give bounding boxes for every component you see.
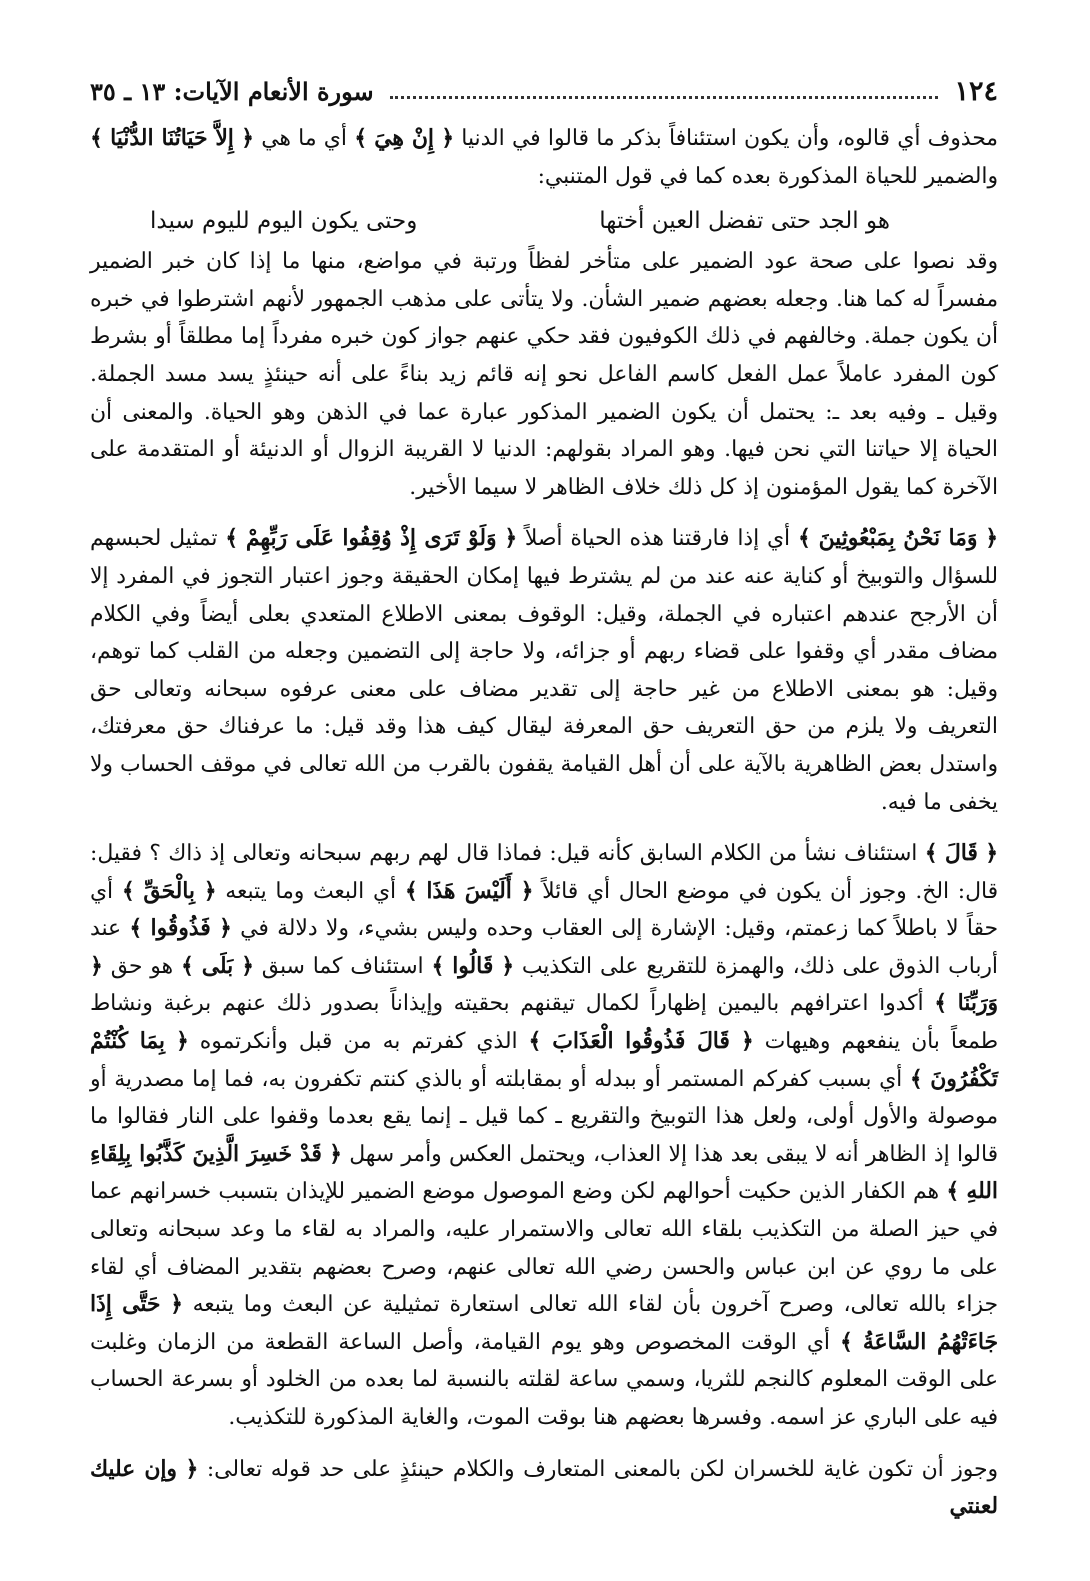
quran-quote: قَالُوا (452, 953, 494, 979)
bracket-close: ﴾ (121, 878, 135, 904)
verse-first-hemistich: هو الجد حتى تفضل العين أختها (599, 208, 890, 235)
quran-quote: بِمَا كُنْتُمْ تَكْفُرُونَ (90, 1029, 998, 1092)
bracket-open: ﴿ (740, 1029, 754, 1055)
bracket-close: ﴾ (946, 1179, 960, 1205)
bracket-open: ﴿ (241, 126, 254, 151)
bracket-close: ﴾ (909, 1066, 923, 1092)
quran-quote: قَالَ فَذُوقُوا الْعَذَابَ (552, 1029, 730, 1055)
body-text: أي الوقت المخصوص وهو يوم القيامة، وأصل الساعة القطعة من الزمان وغلبت على الوقت المعلوم كالنجم للثريا، وسمي ساعة لقلته بالنسبة لما بعده من الخلود أو بسرعة الحساب فيه على الباري عز اسمه. وفسرها بعضهم هنا بوقت الموت، والغاية المذكورة للتكذيب. (90, 1329, 998, 1430)
quran-quote: وَمَا نَحْنُ بِمَبْعُوثِينَ (818, 526, 978, 552)
verse-second-hemistich: وحتى يكون اليوم لليوم سيدا (150, 208, 418, 235)
body-text: محذوف أي قالوه، وأن يكون استئنافاً بذكر ما قالوا في الدنيا (454, 126, 998, 151)
paragraph: وقد نصوا على صحة عود الضمير على متأخر لفظاً ورتبة في مواضع، منها ما إذا كان خبر الضمير مفسراً له كما هنا. وجعله بعضهم ضمير الشأن. ولا يتأتى على مذهب الجمهور لأنهم اشترطوا في خبره أن يكون جملة. وخالفهم في ذلك الكوفيون فقد حكي عنهم جواز كون خبره مفرداً إما مطلقاً أو بشرط كون المفرد عاملاً عمل الفعل كاسم الفاعل نحو إنه قائم زيد بناءً على أنه حينئذٍ يسد مسد الجملة. وقيل ـ وفيه بعد ـ: يحتمل أن يكون الضمير المذكور عبارة عما في الذهن وهو الحياة. والمعنى أن الحياة إلا حياتنا التي نحن فيها. وهو المراد بقولهم: الدنيا لا القريبة الزوال أو الدنيئة أو المتقدمة على الآخرة كما يقول المؤمنون إذ كل ذلك خلاف الظاهر لا سيما الأخير. (90, 249, 998, 500)
bracket-open: ﴿ (176, 1029, 189, 1055)
quran-quote: أَلَيْسَ هَذَا (426, 878, 512, 904)
bracket-close: ﴾ (129, 916, 143, 942)
bracket-close: ﴾ (404, 878, 418, 904)
bracket-open: ﴿ (985, 841, 998, 867)
paragraph (90, 835, 998, 1437)
bracket-open: ﴿ (185, 1456, 199, 1482)
bracket-close: ﴾ (528, 1029, 542, 1055)
page-body (90, 120, 998, 1526)
quran-quote: قَدْ خَسِرَ الَّذِينَ كَذَّبُوا بِلِقَاءِ اللهِ (90, 1141, 998, 1205)
bracket-close: ﴾ (797, 526, 811, 552)
body-text: استئناف نشأ من الكلام السابق كأنه قيل: فماذا قال لهم ربهم سبحانه وتعالى إذ ذاك ؟ فقيل: قال: الخ. وجوز أن يكون في موضع الحال أي قائلاً (90, 841, 999, 904)
bracket-open: ﴿ (219, 916, 232, 942)
body-text: أي ما هي (253, 126, 355, 151)
body-text: أي البعث وما يتبعه (216, 878, 405, 904)
bracket-close: ﴾ (180, 953, 194, 979)
body-text: وجوز أن تكون غاية للخسران لكن بالمعنى المتعارف والكلام حينئذٍ على حد قوله تعالى: (198, 1456, 998, 1482)
page-header (90, 70, 998, 112)
body-text: أي إذا فارقتنا هذه الحياة أصلاً (517, 526, 798, 552)
bracket-close: ﴾ (840, 1329, 853, 1355)
quran-quote: بِالْحَقِّ (143, 878, 195, 904)
body-text: عند أرباب الذوق على ذلك، والهمزة للتقريع على التكذيب (90, 916, 998, 979)
body-text: أي حقاً لا باطلاً كما زعمتم، وقيل: الإشارة إلى العقاب وحده وليس بشيء، ولا دلالة في (90, 878, 998, 942)
bracket-open: ﴿ (985, 526, 998, 552)
quran-quote: فَذُوقُوا (150, 916, 211, 942)
page-number: ١٢٤ (954, 75, 998, 107)
paragraph (90, 520, 998, 821)
bracket-open: ﴿ (520, 878, 534, 904)
body-text: أي بسبب كفركم المستمر أو ببدله أو بمقابلته أو بالذي كنتم تكفرون به، فما إما مصدرية أو موصولة والأول أولى، ولعل هذا التوبيخ والتقريع ـ كما قيل ـ إنما يقع بعدما وقفوا على النار فقالوا ما قالوا إذ الظاهر أنه لا يبقى بعد هذا إلا العذاب، ويحتمل العكس وأمر سهل (90, 1066, 999, 1167)
quran-quote: إِنْ هِيَ (374, 126, 434, 151)
bracket-open: ﴿ (329, 1141, 342, 1167)
bracket-close: ﴾ (431, 953, 445, 979)
bracket-open: ﴿ (170, 1292, 183, 1318)
quran-quote: قَالَ (944, 841, 978, 867)
quran-quote: وَرَبِّنَا (957, 991, 998, 1017)
bracket-close: ﴾ (924, 841, 938, 867)
header-dotted-leader (390, 96, 939, 99)
quran-quote: بَلَى (201, 953, 234, 979)
bracket-close: ﴾ (225, 526, 239, 552)
bracket-close: ﴾ (934, 991, 947, 1017)
poetry-verse (90, 201, 998, 241)
bracket-open: ﴿ (441, 126, 455, 151)
paragraph (90, 1451, 998, 1526)
body-text: تمثيل لحبسهم للسؤال والتوبيخ أو كناية عنه عند من لم يشترط فيها إمكان الحقيقة وجوز اعتبار التجوز في المفرد إلا أن الأرجح عندهم اعتباره في الجملة، وقيل: الوقوف بمعنى الاطلاع المتعدي بعلى أيضاً وفي الكلام مضاف مقدر أي وقفوا على قضاء ربهم أو جزائه، ولا حاجة إلى التضمين وجعله من القلب كما توهم، وقيل: هو بمعنى الاطلاع من غير حاجة إلى تقدير مضاف على معنى عرفوه سبحانه وتعالى حق التعريف ولا يلزم من حق التعريف حق المعرفة ليقال كيف هذا وقد قيل: ما عرفناك حق معرفتك، واستدل بعض الظاهرية بالآية على أن أهل القيامة يقفون بالقرب من الله تعالى في موقف الحساب ولا يخفى ما فيه. (90, 526, 998, 815)
bracket-close: ﴾ (354, 126, 367, 151)
bracket-open: ﴿ (203, 878, 217, 904)
bracket-close: ﴾ (90, 126, 103, 151)
quran-quote: حَتَّى إِذَا جَاءَتْهُمُ السَّاعَةُ (90, 1292, 998, 1355)
body-text: هم الكفار الذين حكيت أحوالهم لكن وضع الموصول موضع الضمير للإيذان بتسبب خسرانهم عما في حيز الصلة من التكذيب بلقاء الله تعالى والاستمرار عليه، والمراد به لقاء ما وعد سبحانه وتعالى على ما روي عن ابن عباس والحسن رضي الله تعالى عنهم، وصرح بعضهم بتقدير المضاف أي لقاء جزاء بالله تعالى، وصرح آخرون بأن لقاء الله تعالى استعارة تمثيلية عن البعث وما يتبعه (90, 1179, 998, 1318)
body-text: استئناف كما سبق (253, 953, 432, 979)
bracket-open: ﴿ (90, 953, 103, 979)
quran-quote: وَلَوْ تَرَى إِذْ وُقِفُوا عَلَى رَبِّهِمْ (245, 526, 497, 552)
bracket-open: ﴿ (241, 953, 254, 979)
body-text: والضمير للحياة المذكورة بعده كما في قول المتنبي: (537, 163, 998, 189)
bracket-open: ﴿ (501, 953, 514, 979)
quran-quote: وإن عليك لعنتي (90, 1456, 998, 1520)
body-text: الذي كفرتم به من قبل وأنكرتموه (188, 1029, 529, 1055)
body-text: هو حق (102, 953, 181, 979)
surah-title: سورة الأنعام الآيات: ١٣ ـ ٣٥ (90, 76, 374, 106)
paragraph (90, 120, 998, 195)
body-text: أكدوا اعترافهم باليمين إظهاراً لكمال تيقنهم بحقيته وإيذاناً بصدور ذلك عنهم برغبة ونشاط طمعاً بأن ينفعهم وهيهات (90, 991, 998, 1055)
bracket-open: ﴿ (504, 526, 518, 552)
quran-quote: إِلاَّ حَيَاتُنَا الدُّنْيَا (110, 126, 234, 151)
